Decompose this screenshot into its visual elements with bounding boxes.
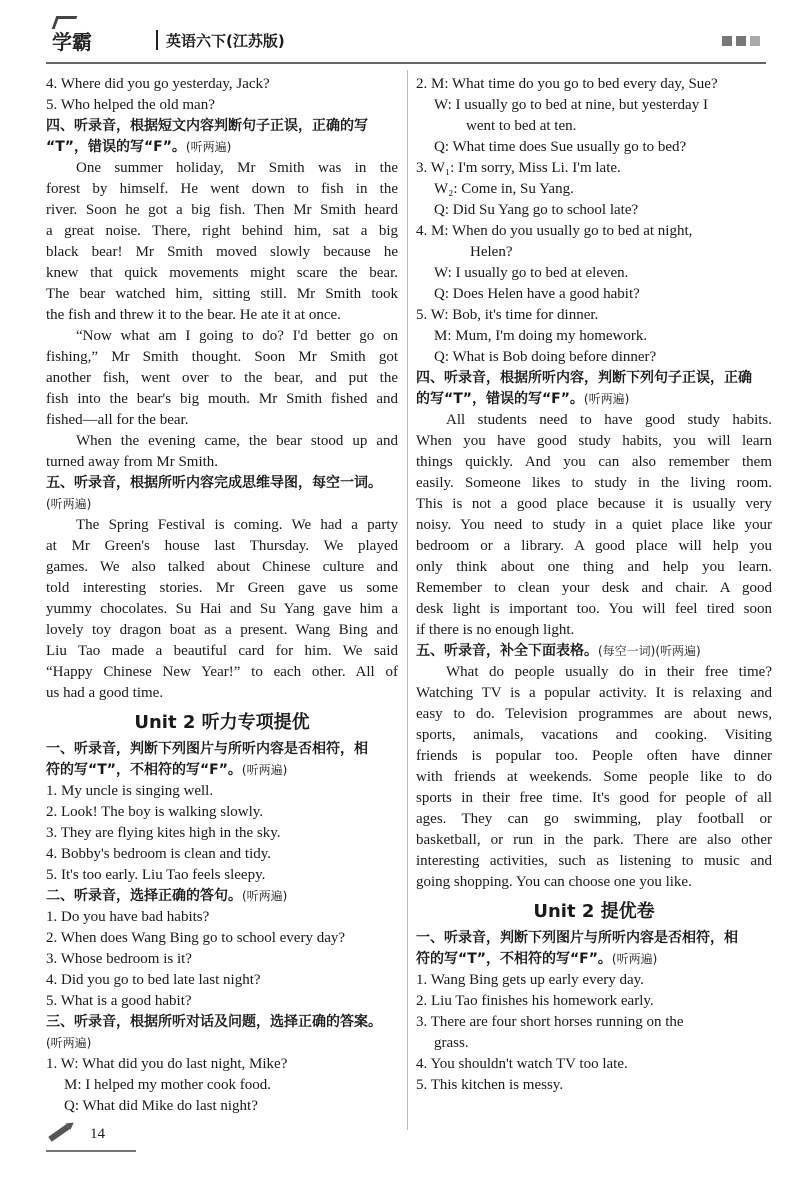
section-heading: 一、听录音，判断下列图片与所听内容是否相符，相 符的写“T”，不相符的写“F”。(听两遍)	[46, 741, 368, 778]
header-separator	[156, 30, 158, 50]
question-item: 4. You shouldn't watch TV too late.	[416, 1056, 628, 1072]
dialog-line: 5. W: Bob, it's time for dinner.	[416, 307, 599, 323]
column-divider	[407, 70, 408, 1130]
dialog-line: Q: What is Bob doing before dinner?	[434, 349, 657, 365]
question-item: 5. What is a good habit?	[46, 993, 192, 1009]
section-heading: 五、听录音，补全下面表格。(每空一词)(听两遍)	[416, 643, 701, 659]
dialog-line: W: I usually go to bed at eleven.	[434, 265, 629, 281]
passage-paragraph: “Now what am I going to do? I'd better go on fishing,” Mr Smith thought. Soon Mr Smith got another fish, went over to the bear, and put the fish into the bear's big mouth. Mr Smith fished and fished—all for the bear.	[46, 328, 398, 428]
dialog-line: 1. W: What did you do last night, Mike?	[46, 1056, 288, 1072]
page-header	[46, 22, 766, 64]
unit-title: Unit 2 提优卷	[533, 901, 655, 922]
section-heading: 四、听录音，根据短文内容判断句子正误，正确的写 “T”，错误的写“F”。(听两遍)	[46, 118, 368, 155]
dialog-line: went to bed at ten.	[466, 118, 577, 134]
question-item: grass.	[434, 1035, 469, 1051]
dialog-line: Q: What did Mike do last night?	[64, 1098, 258, 1114]
page-footer	[46, 1124, 136, 1152]
question-item: 3. They are flying kites high in the sky.	[46, 825, 281, 841]
dialog-line: 3. W₁: I'm sorry, Miss Li. I'm late.	[416, 160, 621, 176]
dialog-line: 4. M: When do you usually go to bed at night,	[416, 223, 693, 239]
question-item: 5. It's too early. Liu Tao feels sleepy.	[46, 867, 266, 883]
section-heading: 四、听录音，根据所听内容，判断下列句子正误，正确 的写“T”，错误的写“F”。(听两遍)	[416, 370, 752, 407]
unit-title: Unit 2 听力专项提优	[134, 712, 310, 733]
dialog-line: M: Mum, I'm doing my homework.	[434, 328, 648, 344]
question-item: 2. When does Wang Bing go to school every day?	[46, 930, 346, 946]
passage-paragraph: All students need to have good study habits. When you have good study habits, you will learn things quickly. And you can also remember them easily. Someone likes to study in the living room. This is not a good place because it is usually very noisy. You need to study in a quiet place like your bedroom or a library. A good place will help you only think about one thing and help you learn. Remember to clean your desk and chair. A good desk light is important too. You will feel tired soon if there is no enough light.	[416, 412, 772, 638]
passage-paragraph: What do people usually do in their free time? Watching TV is a popular activity. It is relaxing and easy to do. Television programmes are about news, sports, animals, vacations and cooking. Visiting friends is popular too. People often have dinner with friends at weekends. Some people like to do sports in their free time. It's good for people of all ages. They can go swimming, play football or basketball, or run in the park. There are also other interesting activities, such as listening to music and going shopping. You can choose one you like.	[416, 664, 772, 890]
question-item: 1. Wang Bing gets up early every day.	[416, 972, 644, 988]
brand-logo: 学霸	[52, 30, 92, 54]
question-item: 2. Liu Tao finishes his homework early.	[416, 993, 654, 1009]
question-item: 3. Whose bedroom is it?	[46, 951, 192, 967]
question-item: 3. There are four short horses running on the	[416, 1014, 684, 1030]
question-item: 1. Do you have bad habits?	[46, 909, 210, 925]
question-item: 1. My uncle is singing well.	[46, 783, 214, 799]
section-heading: 三、听录音，根据所听对话及问题，选择正确的答案。 (听两遍)	[46, 1014, 382, 1050]
header-squares	[722, 36, 760, 46]
section-heading: 五、听录音，根据所听内容完成思维导图，每空一词。 (听两遍)	[46, 475, 382, 511]
question-item: 5. Who helped the old man?	[46, 97, 215, 113]
dialog-line: Q: Does Helen have a good habit?	[434, 286, 640, 302]
question-item: 4. Bobby's bedroom is clean and tidy.	[46, 846, 272, 862]
question-item: 4. Did you go to bed late last night?	[46, 972, 261, 988]
book-title: 英语六下(江苏版)	[166, 32, 285, 50]
dialog-line: W: I usually go to bed at nine, but yesterday I	[434, 97, 708, 113]
right-column	[416, 74, 772, 1096]
dialog-line: M: I helped my mother cook food.	[64, 1077, 272, 1093]
question-item: 4. Where did you go yesterday, Jack?	[46, 76, 270, 92]
question-item: 2. Look! The boy is walking slowly.	[46, 804, 264, 820]
dialog-line: Q: What time does Sue usually go to bed?	[434, 139, 687, 155]
left-column	[46, 74, 398, 1117]
page-number: 14	[90, 1126, 105, 1142]
section-heading: 二、听录音，选择正确的答句。(听两遍)	[46, 888, 288, 904]
dialog-line: 2. M: What time do you go to bed every day, Sue?	[416, 76, 718, 92]
pencil-icon	[48, 1124, 69, 1142]
dialog-line: Helen?	[470, 244, 513, 260]
passage-paragraph: The Spring Festival is coming. We had a party at Mr Green's house last Thursday. We played games. We also talked about Chinese culture and told interesting stories. Mr Green gave us some yummy chocolates. Su Hai and Su Yang gave him a lovely toy dragon boat as a present. Wang Bing and Liu Tao made a beautiful card for him. We said “Happy Chinese New Year!” to each other. All of us had a good time.	[46, 517, 398, 701]
dialog-line: W₂: Come in, Su Yang.	[434, 181, 574, 197]
dialog-line: Q: Did Su Yang go to school late?	[434, 202, 639, 218]
passage-paragraph: One summer holiday, Mr Smith was in the forest by himself. He went down to fish in the river. Soon he got a big fish. Then Mr Smith heard a great noise. There, right behind him, sat a big black bear! Mr Smith moved slowly because he knew that quick movements might scare the bear. The bear watched him, sitting still. Mr Smith took the fish and threw it to the bear. He ate it at once.	[46, 160, 398, 323]
section-heading: 一、听录音，判断下列图片与所听内容是否相符，相 符的写“T”，不相符的写“F”。(听两遍)	[416, 930, 738, 967]
question-item: 5. This kitchen is messy.	[416, 1077, 564, 1093]
passage-paragraph: When the evening came, the bear stood up and turned away from Mr Smith.	[46, 433, 398, 470]
